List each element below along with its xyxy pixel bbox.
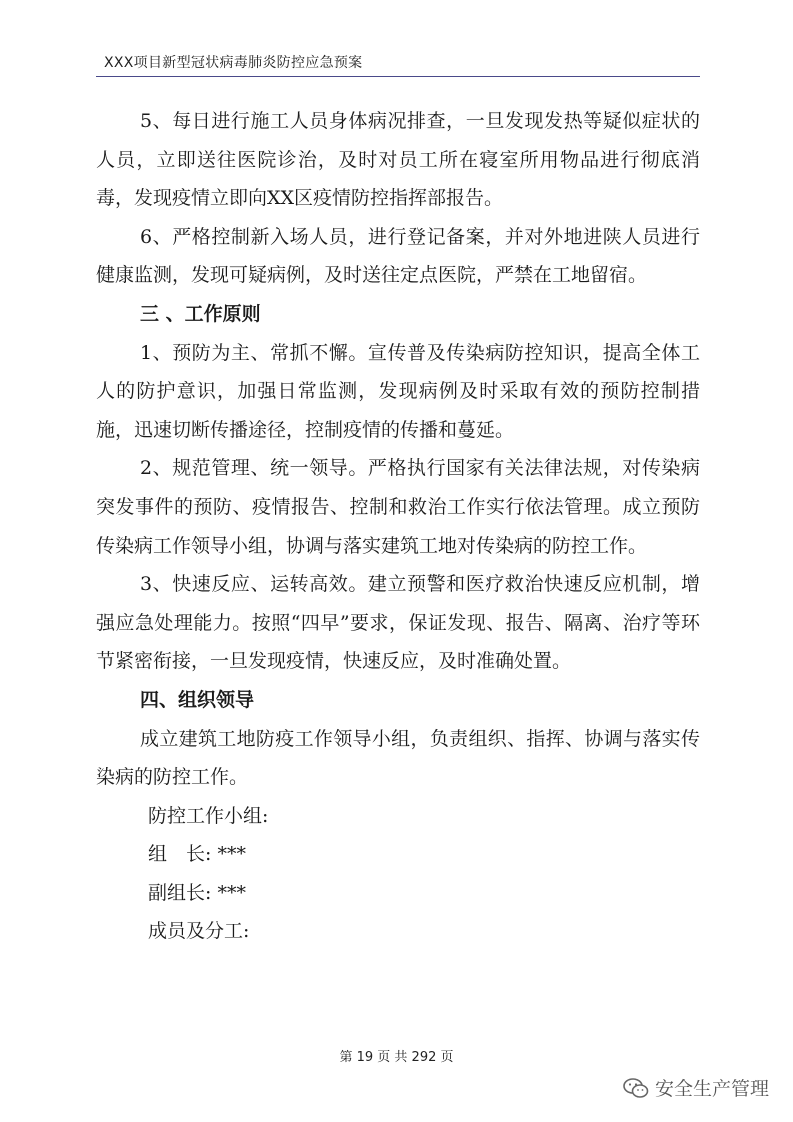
section-heading-organization: 四、组织领导 <box>140 688 255 711</box>
list-item-members: 成员及分工: <box>148 920 250 943</box>
list-item-leader: 组 长: *** <box>148 843 246 866</box>
paragraph-item-6: 6、严格控制新入场人员，进行登记备案，并对外地进陕人员进行健康监测，发现可疑病例，及时送往定点医院，严禁在工地留宿。 <box>96 225 700 287</box>
list-item-deputy: 副组长: *** <box>148 881 246 904</box>
section-heading-principles: 三 、工作原则 <box>140 302 261 325</box>
paragraph-principle-3: 3、快速反应、运转高效。建立预警和医疗救治快速反应机制，增强应急处理能力。按照“四早”要求，保证发现、报告、隔离、治疗等环节紧密衔接，一旦发现疫情，快速反应，及时准确处置。 <box>96 573 700 673</box>
paragraph-item-5: 5、每日进行施工人员身体病况排查，一旦发现发热等疑似症状的人员，立即送往医院诊治，及时对员工所在寝室所用物品进行彻底消毒，发现疫情立即向XX区疫情防控指挥部报告。 <box>96 110 700 210</box>
paragraph-principle-2: 2、规范管理、统一领导。严格执行国家有关法律法规，对传染病突发事件的预防、疫情报告、控制和救治工作实行依法管理。成立预防传染病工作领导小组，协调与落实建筑工地对传染病的防控工作。 <box>96 457 700 557</box>
watermark <box>623 1074 769 1101</box>
paragraph-organization: 成立建筑工地防疫工作领导小组，负责组织、指挥、协调与落实传染病的防控工作。 <box>96 727 700 789</box>
list-item-group: 防控工作小组: <box>148 804 269 827</box>
document-title: XXX项目新型冠状病毒肺炎防控应急预案 <box>104 55 363 71</box>
paragraph-principle-1: 1、预防为主、常抓不懈。宣传普及传染病防控知识，提高全体工人的防护意识，加强日常监测，发现病例及时采取有效的预防控制措施，迅速切断传播途径，控制疫情的传播和蔓延。 <box>96 341 700 441</box>
wechat-icon <box>623 1077 649 1099</box>
page-number: 第 19 页 共 292 页 <box>339 1050 454 1065</box>
page-header <box>96 52 700 77</box>
watermark-text: 安全生产管理 <box>654 1078 769 1100</box>
document-body <box>96 102 700 951</box>
